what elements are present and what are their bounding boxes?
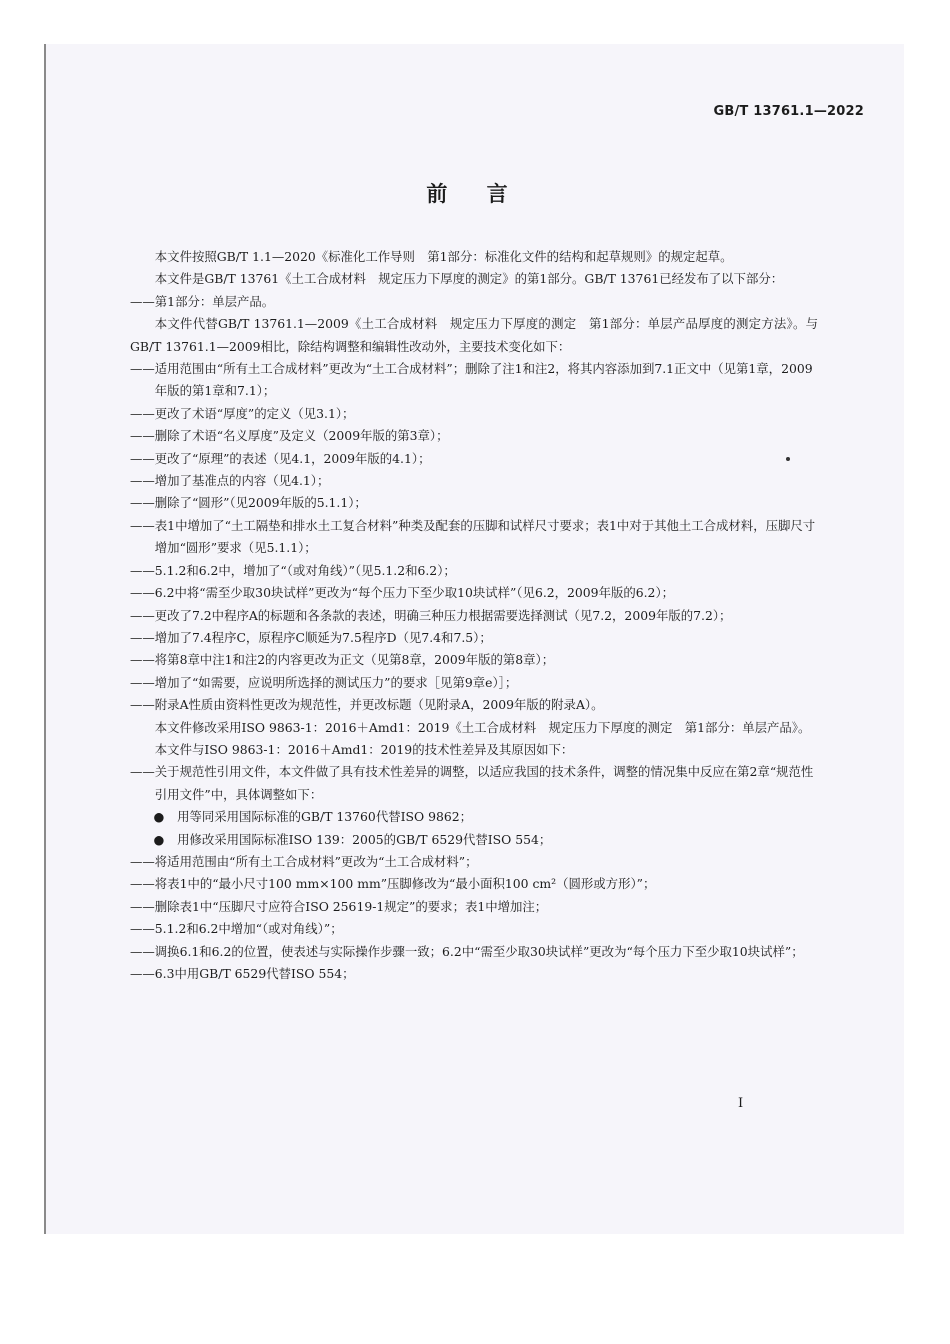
dash-list-item (130, 896, 818, 918)
dash-marker: —— (130, 898, 155, 914)
dash-marker: —— (130, 450, 155, 466)
dash-marker: —— (130, 495, 155, 511)
dash-list-item (130, 761, 818, 806)
dash-marker: —— (130, 943, 155, 959)
list-item-text: 增加了“如需要，应说明所选择的测试压力”的要求［见第9章e）］； (154, 674, 518, 690)
page-title: 前 言 (426, 182, 524, 206)
dash-marker: —— (130, 405, 155, 421)
bullet-icon: ● (153, 809, 165, 825)
paragraph: 本文件按照GB/T 1.1—2020《标准化工作导则 第1部分：标准化文件的结构和起草规则》的规定起草。 (154, 249, 733, 264)
list-item-text: 将适用范围由“所有土工合成材料”更改为“土工合成材料”； (154, 853, 478, 869)
bullet-icon: ● (153, 831, 165, 847)
standard-number: GB/T 13761.1—2022 (713, 104, 864, 119)
list-item-text: 更改了“原理”的表述（见4.1，2009年版的4.1）； (154, 450, 431, 466)
dash-marker: —— (130, 697, 155, 713)
list-item-text: 增加了7.4程序C，原程序C顺延为7.5程序D（见7.4和7.5）； (154, 629, 492, 645)
dash-list-item (130, 425, 818, 447)
dash-marker: —— (130, 674, 155, 690)
dash-list-item (130, 694, 818, 716)
list-item-text: 将表1中的“最小尺寸100 mm×100 mm”压脚修改为“最小面积100 cm²（圆形或方形）”； (154, 876, 656, 892)
paragraph: 本文件是GB/T 13761《土工合成材料 规定压力下厚度的测定》的第1部分。GB/T 13761已经发布了以下部分： (154, 271, 784, 287)
dash-list-item (130, 470, 818, 492)
list-item-text: 5.1.2和6.2中增加“（或对角线）”； (154, 921, 343, 937)
dash-list-item (130, 649, 818, 671)
list-item-text: 删除了“圆形”（见2009年版的5.1.1）； (154, 495, 367, 511)
dash-list-item (130, 963, 818, 985)
list-item-text: 更改了7.2中程序A的标题和各条款的表述，明确三种压力根据需要选择测试（见7.2，2009年版的7.2）； (154, 607, 732, 623)
list-item-text: 删除了术语“名义厚度”及定义（2009年版的第3章）； (154, 428, 449, 444)
dash-list-item (130, 605, 818, 627)
list-item-text: 调换6.1和6.2的位置，使表述与实际操作步骤一致；6.2中“需至少取30块试样”更改为“每个压力下至少取10块试样”； (154, 943, 804, 959)
dash-list-item (130, 403, 818, 425)
bullet-list-item (130, 829, 818, 851)
list-item-text: 5.1.2和6.2中，增加了“（或对角线）”（见5.1.2和6.2）； (154, 562, 456, 578)
dash-marker: —— (130, 853, 155, 869)
dash-marker: —— (130, 921, 155, 937)
paragraph: 本文件代替GB/T 13761.1—2009《土工合成材料 规定压力下厚度的测定 第1部分：单层产品厚度的测定方法》。与GB/T 13761.1—2009相比，除结构调整和编辑性改动外，主要技术变化如下： (130, 316, 818, 354)
dash-marker: —— (130, 629, 155, 645)
list-item-text: 更改了术语“厚度”的定义（见3.1）； (154, 405, 355, 421)
list-item-text: 删除表1中“压脚尺寸应符合ISO 25619-1规定”的要求；表1中增加注； (154, 898, 548, 914)
dash-marker: —— (130, 293, 155, 309)
foreword-body (130, 246, 818, 985)
dash-marker: —— (130, 652, 155, 668)
list-item-text: 6.3中用GB/T 6529代替ISO 554； (154, 966, 355, 981)
list-item-text: 6.2中将“需至少取30块试样”更改为“每个压力下至少取10块试样”（见6.2，2009年版的6.2）； (154, 585, 675, 601)
paragraph: 本文件修改采用ISO 9863-1：2016＋Amd1：2019《土工合成材料 规定压力下厚度的测定 第1部分：单层产品》。 (154, 719, 811, 735)
dash-list-item (130, 672, 818, 694)
dash-list-item (130, 941, 818, 963)
dash-list-item (130, 627, 818, 649)
dash-marker: —— (130, 473, 155, 489)
dash-list-item (130, 515, 818, 560)
page-number: I (738, 1096, 744, 1111)
dash-list-item (130, 291, 818, 313)
dash-marker: —— (130, 876, 155, 892)
dash-marker: —— (130, 428, 155, 444)
list-item-text: 增加了基准点的内容（见4.1）； (154, 473, 330, 489)
dash-list-item (130, 492, 818, 514)
dash-list-item (130, 918, 818, 940)
list-item-text: 用修改采用国际标准ISO 139：2005的GB/T 6529代替ISO 554； (177, 831, 552, 847)
dash-marker: —— (130, 607, 155, 623)
list-item-text: 表1中增加了“土工隔垫和排水土工复合材料”种类及配套的压脚和试样尺寸要求；表1中对于其他土工合成材料，压脚尺寸增加“圆形”要求（见5.1.1）； (154, 517, 816, 556)
list-item-text: 将第8章中注1和注2的内容更改为正文（见第8章，2009年版的第8章）； (154, 652, 555, 668)
dash-marker: —— (130, 562, 155, 578)
dash-marker: —— (130, 585, 155, 601)
dash-list-item (130, 873, 818, 895)
dash-marker: —— (130, 361, 155, 377)
dash-list-item (130, 851, 818, 873)
dash-list-item (130, 560, 818, 582)
list-item-text: 用等同采用国际标准的GB/T 13760代替ISO 9862； (177, 809, 472, 825)
dash-marker: —— (130, 966, 155, 981)
bullet-list-item (130, 806, 818, 828)
dash-list-item (130, 582, 818, 604)
dash-marker: —— (130, 517, 155, 533)
paragraph: 本文件与ISO 9863-1：2016＋Amd1：2019的技术性差异及其原因如下： (154, 741, 574, 757)
list-item-text: 关于规范性引用文件，本文件做了具有技术性差异的调整，以适应我国的技术条件，调整的情况集中反应在第2章“规范性引用文件”中，具体调整如下： (154, 764, 814, 802)
list-item-text: 适用范围由“所有土工合成材料”更改为“土工合成材料”；删除了注1和注2，将其内容添加到7.1正文中（见第1章，2009年版的第1章和7.1）； (154, 361, 813, 399)
dash-list-item (130, 448, 818, 470)
dash-marker: —— (130, 764, 155, 780)
list-item-text: 附录A性质由资料性更改为规范性，并更改标题（见附录A，2009年版的附录A）。 (154, 697, 604, 713)
dash-list-item (130, 358, 818, 403)
list-item-text: 第1部分：单层产品。 (154, 293, 275, 309)
